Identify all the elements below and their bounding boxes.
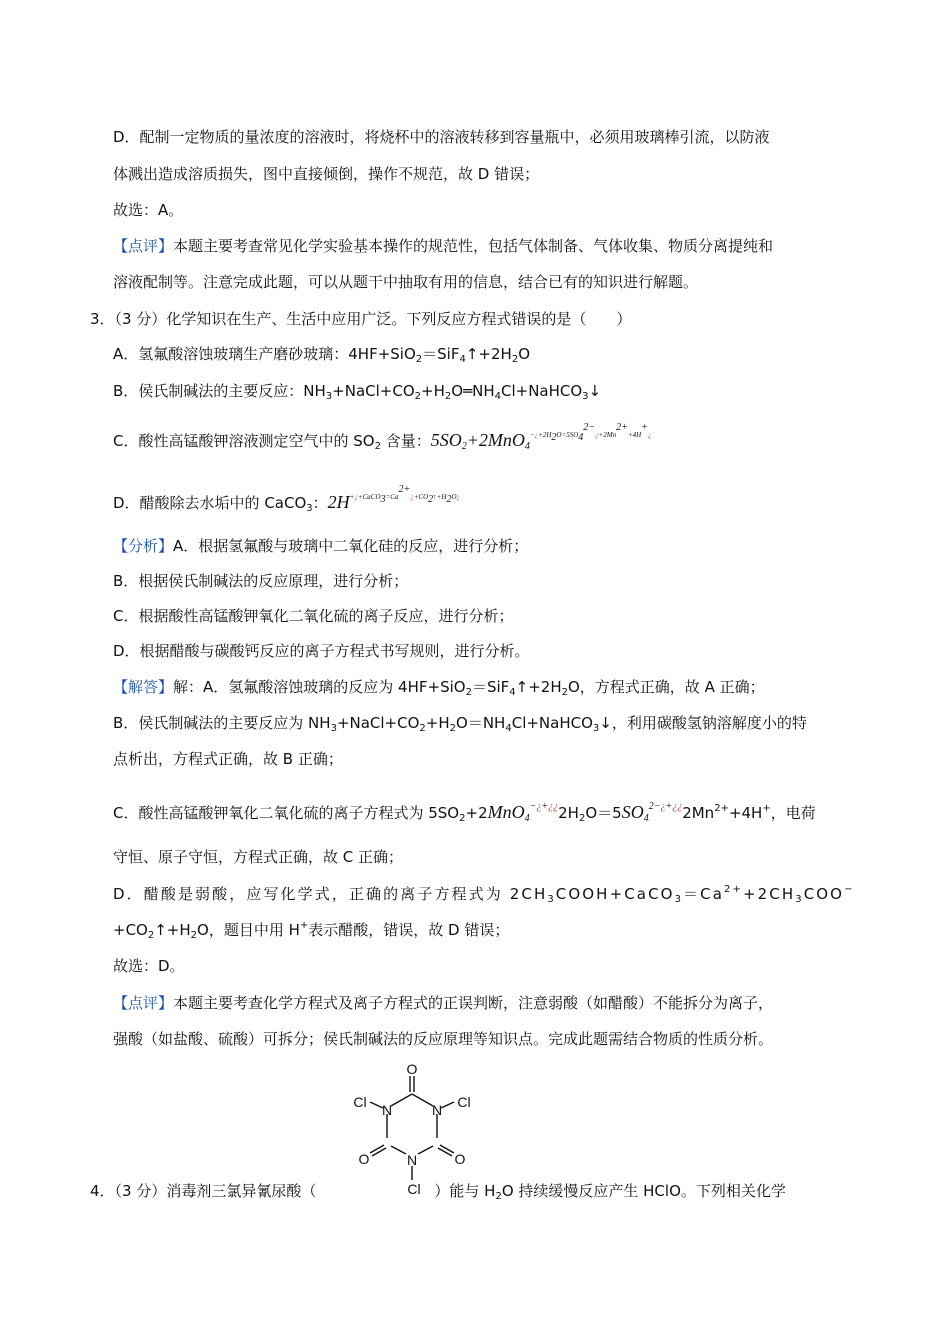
atom-label: O	[406, 1062, 418, 1077]
analysis-line-b: B．根据侯氏制碱法的反应原理，进行分析；	[113, 572, 409, 590]
solution-text-c: C．酸性高锰酸钾氧化二氧化硫的离子方程式为 5SO	[113, 804, 460, 822]
analysis-line-d: D．根据醋酸与碳酸钙反应的离子方程式书写规则，进行分析。	[113, 642, 530, 660]
solution-text-b: B．侯氏制碱法的主要反应为 NH	[113, 714, 331, 732]
q4-stem-text3: O 持续缓慢反应产生 HClO。下列相关化学	[501, 1182, 786, 1200]
solution-c-equation-so4: $SO_4$	[621, 802, 649, 824]
analysis-line-a	[113, 535, 528, 557]
q3-comment-line1	[113, 992, 773, 1014]
solution-line-b2: 点析出，方程式正确，故 B 正确；	[113, 750, 343, 768]
q3-option-c-text: C．酸性高锰酸钾溶液测定空气中的 SO	[113, 432, 375, 450]
q3-option-d: D．醋酸除去水垢中的 CaCO$_3$：$2H^{+¿+CaCO_3=Ca^{2+}¿+CO_2↑+H_2O¿}$	[113, 484, 461, 514]
atom-label: Cl	[353, 1094, 367, 1110]
analysis-tag: 【分析】	[113, 537, 174, 555]
q3-option-c-equation: $5SO_2+2MnO_4$	[430, 430, 530, 452]
q2-option-d-line2: 体溅出造成溶质损失，图中直接倾倒，操作不规范，故 D 错误；	[113, 165, 540, 183]
solution-text-a: 解：A．氢氟酸溶蚀玻璃的反应为 4HF+SiO	[173, 678, 466, 696]
q2-comment-line1	[113, 235, 773, 257]
q2-option-d-line1: D．配制一定物质的量浓度的溶液时，将烧杯中的溶液转移到容量瓶中，必须用玻璃棒引流，以防液	[113, 128, 770, 146]
solution-line-a: 【解答】解：A．氢氟酸溶蚀玻璃的反应为 $4HF+SiO_2=SiF_4↑+2H_2O$，方程式正确，故 A 正确；	[113, 678, 765, 698]
q4-stem: 4．（3 分）消毒剂三氯异氰尿酸（ ）能与 $H_2O$ 持续缓慢反应产生 HClO。下列相关化学	[90, 1182, 786, 1202]
q3-option-c-text2: 含量：	[380, 432, 431, 450]
solution-text-a2: ，方程式正确，故 A 正确；	[579, 678, 765, 696]
q4-stem-text2: ）能与 H	[434, 1182, 496, 1200]
atom-label: N	[406, 1152, 418, 1168]
atom-label: O	[454, 1151, 466, 1167]
q3-answer: 故选：D。	[113, 957, 185, 975]
q3-stem	[90, 308, 631, 330]
q3-comment-text: 本题主要考查化学方程式及离子方程式的正误判断，注意弱酸（如醋酸）不能拆分为离子，	[173, 994, 774, 1012]
solution-tag: 【解答】	[113, 678, 174, 696]
q3-option-a-text: A．氢氟酸溶蚀玻璃生产磨砂玻璃：4HF+SiO	[113, 345, 416, 363]
solution-line-d2: $+CO_2↑+H_2O$，题目中用 H+表示醋酸，错误，故 D 错误；	[113, 920, 510, 941]
q3-option-b-text: B．侯氏制碱法的主要反应：NH	[113, 382, 326, 400]
q3-number: 3．	[90, 310, 115, 328]
q3-option-a-text2: ＝SiF	[422, 345, 460, 363]
solution-text-b2: ，利用碳酸氢钠溶解度小的特	[611, 714, 807, 732]
q2-comment-line2: 溶液配制等。注意完成此题，可以从题干中抽取有用的信息，结合已有的知识进行解题。	[113, 273, 699, 291]
comment-tag: 【点评】	[113, 237, 174, 255]
solution-c-equation-mno4: MnO$_4$	[487, 802, 530, 824]
atom-label: Cl	[407, 1181, 421, 1197]
solution-line-b: B．侯氏制碱法的主要反应为 $NH_3+NaCl+CO_2+H_2O=NH_4Cl+NaHCO_3↓$，利用碳酸氢钠溶解度小的特	[113, 714, 807, 734]
q4-number: 4．	[90, 1182, 115, 1200]
solution-line-c2: 守恒、原子守恒，方程式正确，故 C 正确；	[113, 848, 404, 866]
q3-option-d-equation: 2H	[327, 492, 350, 512]
q3-option-c: C．酸性高锰酸钾溶液测定空气中的 $SO_2$ 含量：$5SO_2+2MnO_4^{-¿+2H_2O=5SO_4^{2-}¿+2Mn^{2+}+4H^+¿}$	[113, 422, 652, 452]
solution-text-d2: 表示醋酸，错误，故 D 错误；	[308, 921, 510, 939]
q4-stem-text: （3 分）消毒剂三氯异氰尿酸（	[114, 1182, 317, 1200]
q3-option-d-text: D．醋酸除去水垢中的 CaCO	[113, 494, 307, 512]
analysis-text-a: A．根据氢氟酸与玻璃中二氧化硅的反应，进行分析；	[173, 537, 529, 555]
solution-line-c: C．酸性高锰酸钾氧化二氧化硫的离子方程式为 $5SO_2+2MnO_4^{-¿+¿¿}2H_2O=5SO_4^{2-¿+¿¿}2Mn^{2+}+4H^+$，电荷	[113, 801, 816, 824]
q3-comment-line2: 强酸（如盐酸、硫酸）可拆分；侯氏制碱法的反应原理等知识点。完成此题需结合物质的性质分析。	[113, 1030, 774, 1048]
q2-answer: 故选：A。	[113, 201, 184, 219]
atom-label: N	[381, 1102, 393, 1118]
analysis-line-c: C．根据酸性高锰酸钾氧化二氧化硫的离子反应，进行分析；	[113, 607, 514, 625]
solution-text-c2: ，电荷	[770, 804, 816, 822]
q3-option-a: A．氢氟酸溶蚀玻璃生产磨砂玻璃：$4HF+SiO_2=SiF_4↑+2H_2O$	[113, 345, 531, 365]
q3-stem-text: （3 分）化学知识在生产、生活中应用广泛。下列反应方程式错误的是（ ）	[114, 310, 632, 328]
solution-text-d: D．醋酸是弱酸，应写化学式，正确的离子方程式为 2CH	[113, 885, 548, 903]
q2-comment-text: 本题主要考查常见化学实验基本操作的规范性，包括气体制备、气体收集、物质分离提纯和	[173, 237, 774, 255]
solution-line-d1: D．醋酸是弱酸，应写化学式，正确的离子方程式为 $2CH_3COOH+CaCO_3=Ca^{2+}+2CH_3COO^-$	[113, 884, 855, 905]
atom-label: O	[358, 1151, 370, 1167]
atom-label: N	[431, 1102, 443, 1118]
q3-option-b: B．侯氏制碱法的主要反应：$NH_3+NaCl+CO_2+H_2O═NH_4Cl+NaHCO_3↓$	[113, 382, 602, 402]
comment-tag: 【点评】	[113, 994, 174, 1012]
atom-label: Cl	[457, 1094, 471, 1110]
